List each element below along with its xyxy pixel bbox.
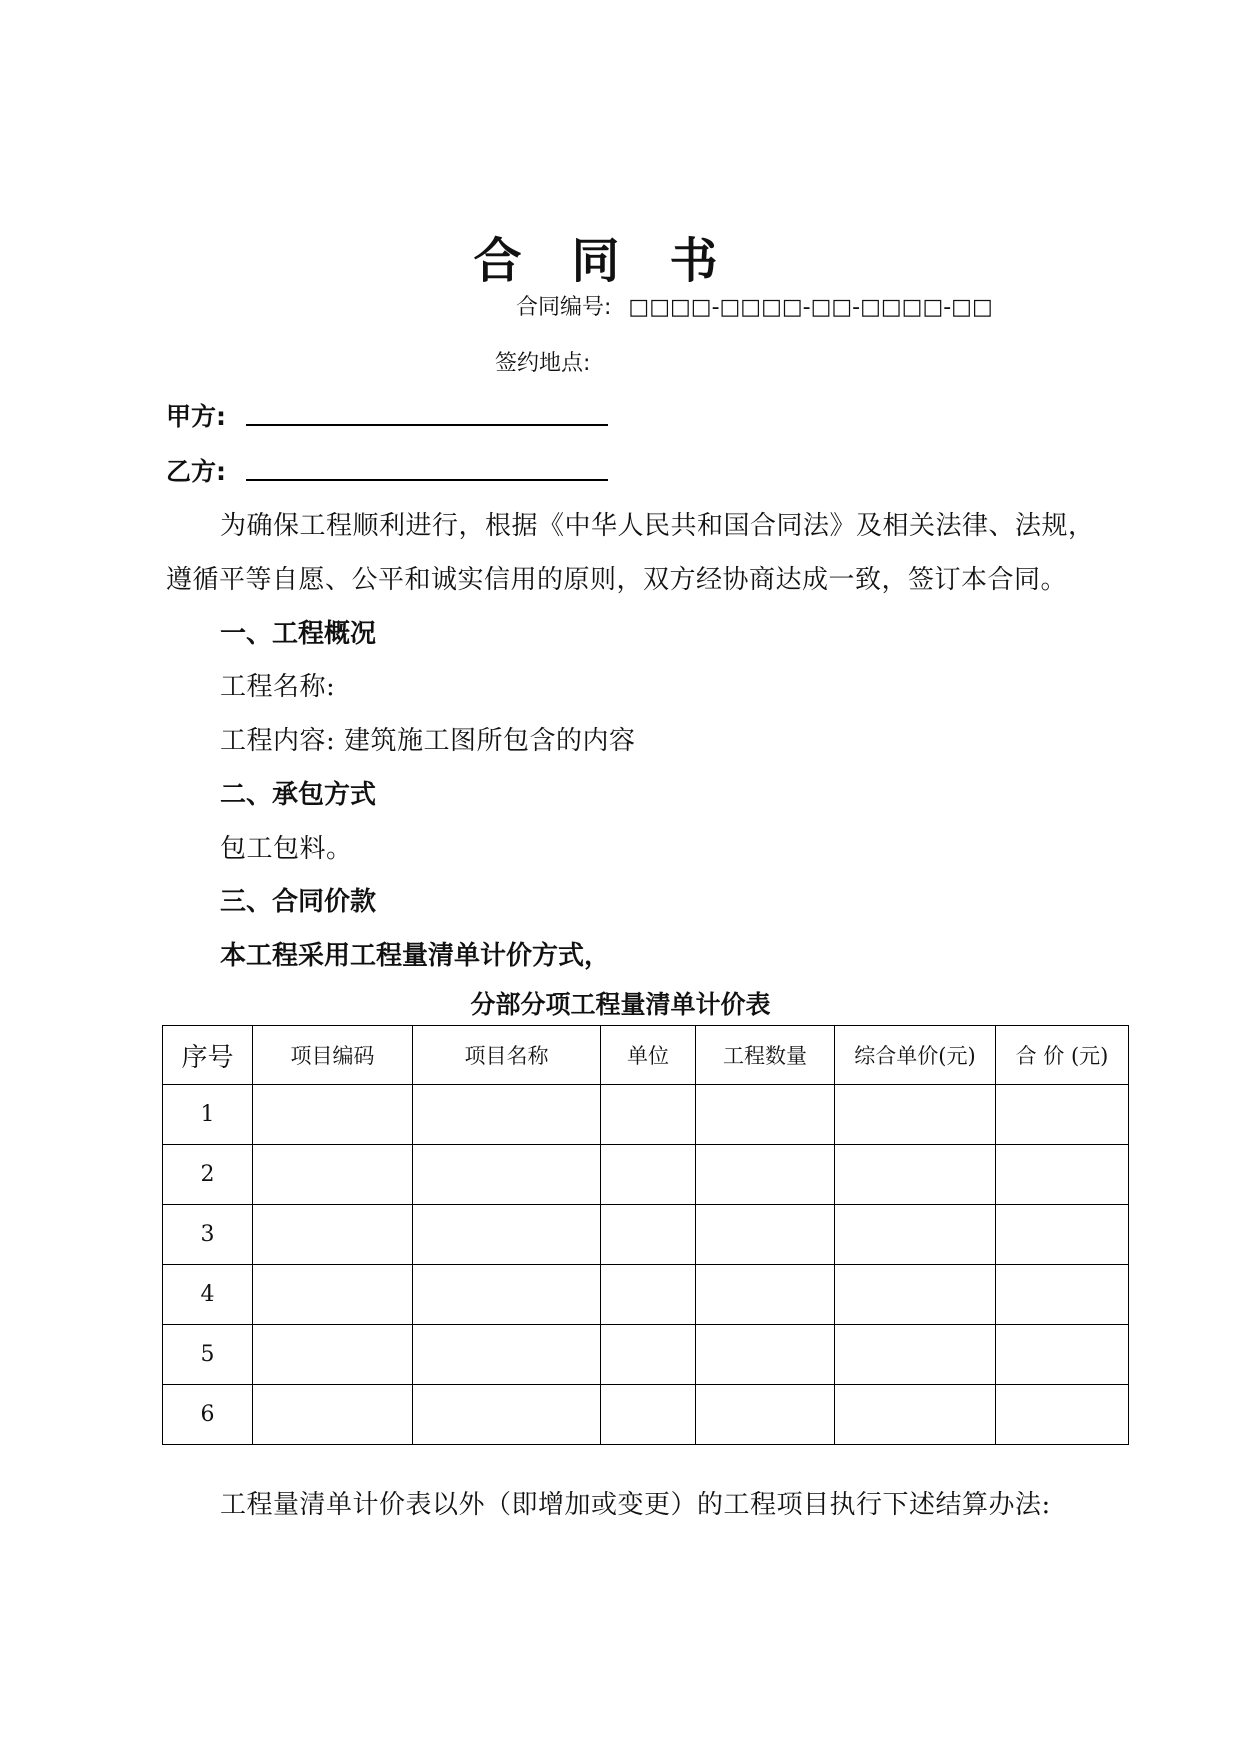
cell-unit-price[interactable] bbox=[835, 1085, 996, 1145]
header-unit: 单位 bbox=[601, 1026, 696, 1085]
cell-unit[interactable] bbox=[601, 1265, 696, 1325]
cell-total-price[interactable] bbox=[996, 1325, 1129, 1385]
row-number: 2 bbox=[163, 1145, 253, 1205]
header-item-name: 项目名称 bbox=[413, 1026, 601, 1085]
header-total-price: 合 价 (元) bbox=[996, 1026, 1129, 1085]
row-number: 6 bbox=[163, 1385, 253, 1445]
header-seq: 序号 bbox=[163, 1026, 253, 1085]
cell-unit[interactable] bbox=[601, 1145, 696, 1205]
cell-total-price[interactable] bbox=[996, 1205, 1129, 1265]
cell-unit-price[interactable] bbox=[835, 1325, 996, 1385]
document-title: 合同书 bbox=[473, 233, 768, 289]
cell-item-name[interactable] bbox=[413, 1085, 601, 1145]
table-header-row bbox=[163, 1026, 1129, 1085]
contract-number-value: □□□□-□□□□-□□-□□□□-□□ bbox=[628, 295, 993, 320]
cell-quantity[interactable] bbox=[696, 1265, 835, 1325]
row-number: 5 bbox=[163, 1325, 253, 1385]
cell-item-code[interactable] bbox=[253, 1205, 413, 1265]
cell-quantity[interactable] bbox=[696, 1325, 835, 1385]
section-3-heading: 三、合同价款 bbox=[220, 887, 377, 917]
cell-quantity[interactable] bbox=[696, 1205, 835, 1265]
project-content: 工程内容: 建筑施工图所包含的内容 bbox=[220, 726, 636, 756]
party-a-blank-line bbox=[246, 424, 608, 426]
table-row bbox=[163, 1385, 1129, 1445]
signing-place-label: 签约地点: bbox=[495, 351, 591, 376]
cell-item-code[interactable] bbox=[253, 1325, 413, 1385]
cell-item-name[interactable] bbox=[413, 1385, 601, 1445]
contract-number-label: 合同编号: bbox=[516, 295, 612, 320]
table-row bbox=[163, 1205, 1129, 1265]
cell-total-price[interactable] bbox=[996, 1085, 1129, 1145]
settlement-note: 工程量清单计价表以外（即增加或变更）的工程项目执行下述结算办法: bbox=[220, 1490, 1051, 1520]
cell-item-name[interactable] bbox=[413, 1325, 601, 1385]
cell-unit[interactable] bbox=[601, 1205, 696, 1265]
cell-item-name[interactable] bbox=[413, 1205, 601, 1265]
table-title: 分部分项工程量清单计价表 bbox=[470, 990, 771, 1019]
cell-item-name[interactable] bbox=[413, 1265, 601, 1325]
header-unit-price: 综合单价(元) bbox=[835, 1026, 996, 1085]
cell-total-price[interactable] bbox=[996, 1385, 1129, 1445]
cell-item-code[interactable] bbox=[253, 1385, 413, 1445]
pricing-table bbox=[162, 1025, 1129, 1445]
cell-total-price[interactable] bbox=[996, 1145, 1129, 1205]
cell-item-code[interactable] bbox=[253, 1265, 413, 1325]
row-number: 3 bbox=[163, 1205, 253, 1265]
intro-line-1: 为确保工程顺利进行，根据《中华人民共和国合同法》及相关法律、法规， bbox=[220, 511, 1095, 541]
project-name-label: 工程名称: bbox=[220, 672, 336, 702]
party-b-blank-line bbox=[246, 479, 608, 481]
cell-item-code[interactable] bbox=[253, 1085, 413, 1145]
table-row bbox=[163, 1265, 1129, 1325]
table-row bbox=[163, 1085, 1129, 1145]
cell-quantity[interactable] bbox=[696, 1085, 835, 1145]
cell-item-code[interactable] bbox=[253, 1145, 413, 1205]
cell-unit[interactable] bbox=[601, 1385, 696, 1445]
party-a-label: 甲方: bbox=[166, 402, 226, 431]
contract-number bbox=[516, 290, 993, 321]
cell-unit-price[interactable] bbox=[835, 1145, 996, 1205]
party-b-label: 乙方: bbox=[166, 457, 226, 486]
contract-mode: 包工包料。 bbox=[220, 834, 353, 864]
cell-unit[interactable] bbox=[601, 1085, 696, 1145]
cell-unit-price[interactable] bbox=[835, 1385, 996, 1445]
cell-unit-price[interactable] bbox=[835, 1205, 996, 1265]
cell-quantity[interactable] bbox=[696, 1145, 835, 1205]
header-quantity: 工程数量 bbox=[696, 1026, 835, 1085]
cell-unit[interactable] bbox=[601, 1325, 696, 1385]
table-row bbox=[163, 1325, 1129, 1385]
pricing-method: 本工程采用工程量清单计价方式， bbox=[220, 941, 611, 971]
row-number: 1 bbox=[163, 1085, 253, 1145]
cell-quantity[interactable] bbox=[696, 1385, 835, 1445]
row-number: 4 bbox=[163, 1265, 253, 1325]
cell-unit-price[interactable] bbox=[835, 1265, 996, 1325]
cell-total-price[interactable] bbox=[996, 1265, 1129, 1325]
cell-item-name[interactable] bbox=[413, 1145, 601, 1205]
header-item-code: 项目编码 bbox=[253, 1026, 413, 1085]
intro-line-2: 遵循平等自愿、公平和诚实信用的原则，双方经协商达成一致，签订本合同。 bbox=[166, 565, 1068, 595]
section-1-heading: 一、工程概况 bbox=[220, 619, 377, 649]
section-2-heading: 二、承包方式 bbox=[220, 780, 377, 810]
table-row bbox=[163, 1145, 1129, 1205]
